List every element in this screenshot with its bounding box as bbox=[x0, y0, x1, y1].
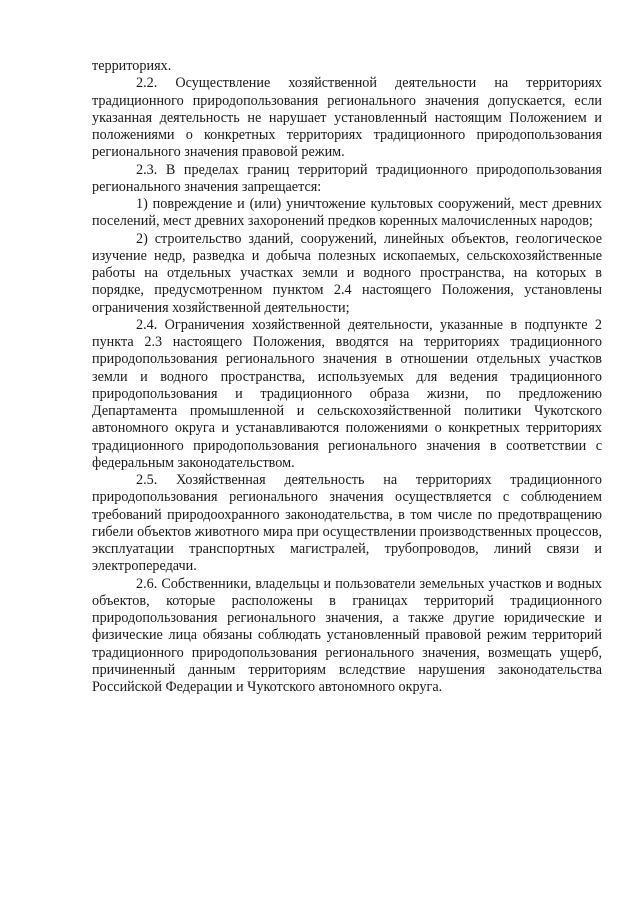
paragraph-2-3: 2.3. В пределах границ территорий традиционного природопользования регионального значения запрещается: bbox=[92, 161, 602, 195]
paragraph-2-2: 2.2. Осуществление хозяйственной деятельности на территориях традиционного природопользования регионального значения допускается, если указанная деятельность не нарушает установленный настоящим Положением и положениями о конкретных территориях традиционного природопользования регионального значения правовой режим. bbox=[92, 75, 602, 161]
paragraph-2-3-item-1: 1) повреждение и (или) уничтожение культовых сооружений, мест древних поселений, мест древних захоронений предков коренных малочисленных народов; bbox=[92, 196, 602, 230]
paragraph-2-6: 2.6. Собственники, владельцы и пользователи земельных участков и водных объектов, которые расположены в границах территорий традиционного природопользования регионального значения, а также другие юридические и физические лица обязаны соблюдать установленный правовой режим территорий традиционного природопользования регионального значения, возмещать ущерб, причиненный данным территориям вследствие нарушения законодательства Российской Федерации и Чукотского автономного округа. bbox=[92, 575, 602, 695]
paragraph-2-3-item-2: 2) строительство зданий, сооружений, линейных объектов, геологическое изучение недр, разведка и добыча полезных ископаемых, сельскохозяйственные работы на отдельных участках земли и водного пространства, на которых в порядке, предусмотренном пунктом 2.4 настоящего Положения, установлены ограничения хозяйственной деятельности; bbox=[92, 230, 602, 316]
paragraph-continuation: территориях. bbox=[92, 58, 172, 74]
document-body bbox=[92, 58, 602, 696]
paragraph-2-4: 2.4. Ограничения хозяйственной деятельности, указанные в подпункте 2 пункта 2.3 настоящего Положения, вводятся на территориях традиционного природопользования регионального значения в отношении отдельных участков земли и водного пространства, используемых для ведения традиционного природопользования и традиционного образа жизни, по предложению Департамента промышленной и сельскохозяйственной политики Чукотского автономного округа и устанавливаются положениями о конкретных территориях традиционного природопользования регионального значения в соответствии с федеральным законодательством. bbox=[92, 316, 602, 471]
paragraph-2-5: 2.5. Хозяйственная деятельность на территориях традиционного природопользования регионального значения осуществляется с соблюдением требований природоохранного законодательства, в том числе по предотвращению гибели объектов животного мира при осуществлении производственных процессов, эксплуатации транспортных магистралей, трубопроводов, линий связи и электропередачи. bbox=[92, 472, 602, 575]
